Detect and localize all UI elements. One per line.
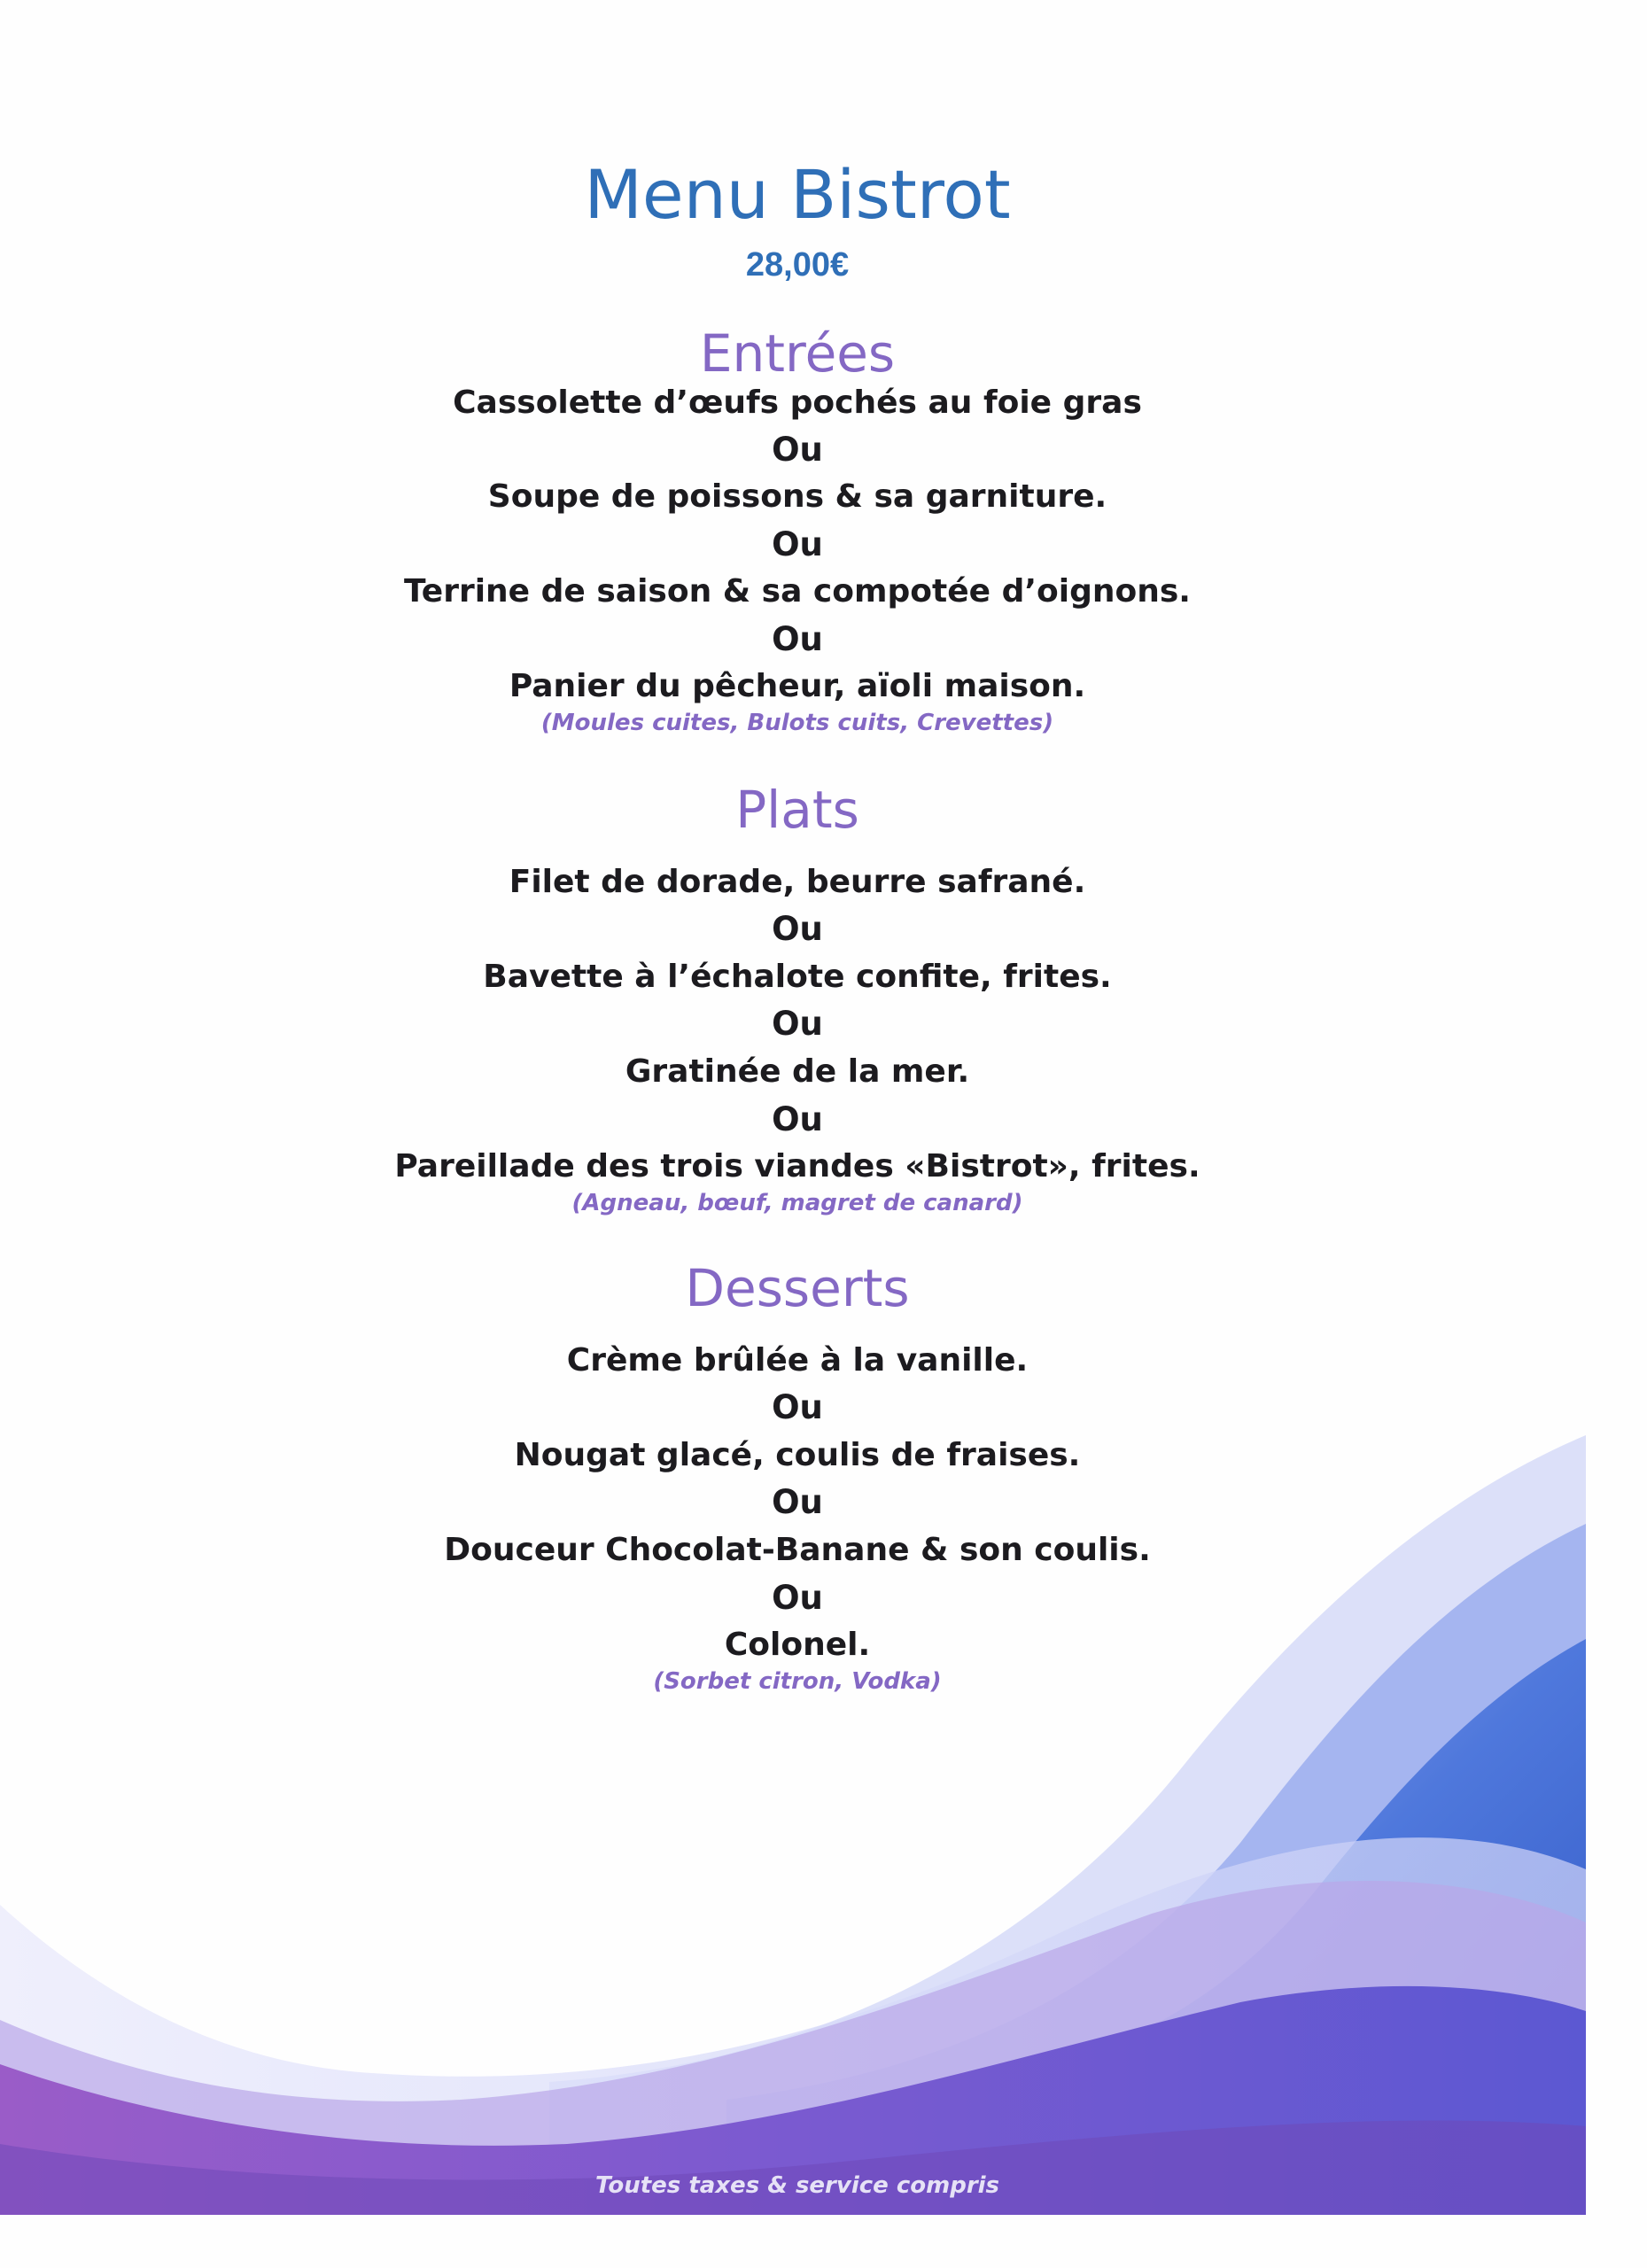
menu-price: 28,00€ [745, 246, 850, 284]
footer-taxes-note: Toutes taxes & service compris [594, 2172, 1000, 2199]
plat-note: (Agneau, bœuf, magret de canard) [571, 1190, 1023, 1216]
entree-item: Terrine de saison & sa compotée d’oignons. [404, 573, 1191, 610]
section-title-entrees: Entrées [699, 323, 896, 384]
dessert-item: Douceur Chocolat-Banane & son coulis. [444, 1532, 1151, 1568]
separator-ou: Ou [772, 620, 823, 658]
entree-item: Cassolette d’œufs pochés au foie gras [453, 384, 1142, 421]
separator-ou: Ou [772, 1005, 823, 1043]
separator-ou: Ou [772, 1388, 823, 1426]
dessert-item: Nougat glacé, coulis de fraises. [514, 1437, 1081, 1473]
entree-item: Soupe de poissons & sa garniture. [487, 478, 1107, 515]
separator-ou: Ou [772, 1100, 823, 1138]
plat-item: Gratinée de la mer. [625, 1053, 970, 1090]
separator-ou: Ou [772, 1483, 823, 1521]
section-title-desserts: Desserts [685, 1258, 910, 1318]
entree-item: Panier du pêcheur, aïoli maison. [509, 668, 1086, 704]
plat-item: Filet de dorade, beurre safrané. [509, 864, 1086, 900]
separator-ou: Ou [772, 431, 823, 469]
plat-item: Pareillade des trois viandes «Bistrot», frites. [394, 1148, 1200, 1184]
dessert-item: Colonel. [724, 1627, 871, 1663]
separator-ou: Ou [772, 910, 823, 948]
menu-title: Menu Bistrot [584, 155, 1011, 234]
dessert-note: (Sorbet citron, Vodka) [653, 1668, 942, 1695]
dessert-item: Crème brûlée à la vanille. [566, 1342, 1029, 1379]
plat-item: Bavette à l’échalote confite, frites. [483, 959, 1112, 995]
separator-ou: Ou [772, 525, 823, 563]
separator-ou: Ou [772, 1579, 823, 1617]
section-title-plats: Plats [735, 780, 859, 840]
entree-note: (Moules cuites, Bulots cuits, Crevettes) [540, 710, 1054, 736]
